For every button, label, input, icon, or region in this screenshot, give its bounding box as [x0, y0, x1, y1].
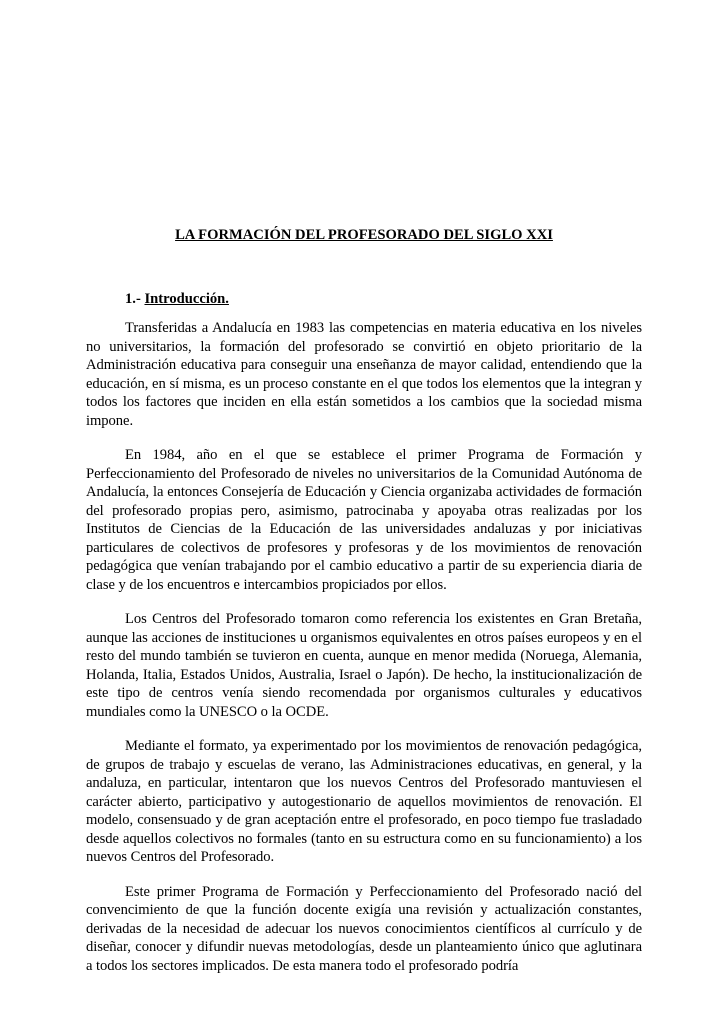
paragraph-5: Este primer Programa de Formación y Perfeccionamiento del Profesorado nació del convencimiento de que la función docente exigía una revisión y actualización constantes, derivadas de la necesidad de adecuar los nuevos conocimientos científicos al currículo y de diseñar, conocer y difundir nuevas metodologías, desde un planteamiento único que aglutinara a todos los sectores implicados. De esta manera todo el profesorado podría	[86, 883, 642, 974]
paragraph-3: Los Centros del Profesorado tomaron como referencia los existentes en Gran Bretaña, aunque las acciones de instituciones u organismos equivalentes en otros países europeos y en el resto del mundo también se tuvieron en cuenta, aunque en menor medida (Noruega, Alemania, Holanda, Italia, Estados Unidos, Australia, Israel o Japón). De hecho, la institucionalización de este tipo de centros venía siendo recomendada por organismos culturales y educativos mundiales como la UNESCO o la OCDE.	[86, 611, 642, 720]
section-number: 1.-	[125, 291, 145, 307]
document-title: LA FORMACIÓN DEL PROFESORADO DEL SIGLO XXI	[175, 227, 553, 243]
body-text	[86, 319, 642, 991]
section-heading-text: Introducción.	[144, 291, 229, 307]
paragraph-4: Mediante el formato, ya experimentado por los movimientos de renovación pedagógica, de grupos de trabajo y escuelas de verano, las Administraciones educativas, en general, y la andaluza, en particular, intentaron que los nuevos Centros del Profesorado mantuviesen el carácter abierto, participativo y autogestionario de aquellos movimientos de renovación. El modelo, consensuado y de gran aceptación entre el profesorado, en poco tiempo fue trasladado desde aquellos colectivos no formales (tanto en su estructura como en su funcionamiento) a los nuevos Centros del Profesorado.	[86, 738, 642, 865]
section-heading	[125, 290, 229, 308]
paragraph-1: Transferidas a Andalucía en 1983 las competencias en materia educativa en los niveles no universitarios, la formación del profesorado se convirtió en objeto prioritario de la Administración educativa para conseguir una enseñanza de mayor calidad, entendiendo que la educación, en sí misma, es un proceso constante en el que todos los elementos que la integran y todos los factores que inciden en ella están sometidos a los cambios que la sociedad misma impone.	[86, 320, 642, 429]
paragraph-2: En 1984, año en el que se establece el primer Programa de Formación y Perfeccionamiento del Profesorado de niveles no universitarios de la Comunidad Autónoma de Andalucía, la entonces Consejería de Educación y Ciencia organizaba actividades de formación del profesorado propias pero, asimismo, patrocinaba y apoyaba otras realizadas por los Institutos de Ciencias de la Educación de las universidades andaluzas y por iniciativas particulares de colectivos de profesores y profesoras y de los movimientos de renovación pedagógica que venían trabajando por el cambio educativo a partir de su experiencia diaria de clase y de los encuentros e intercambios propiciados por ellos.	[86, 447, 642, 593]
